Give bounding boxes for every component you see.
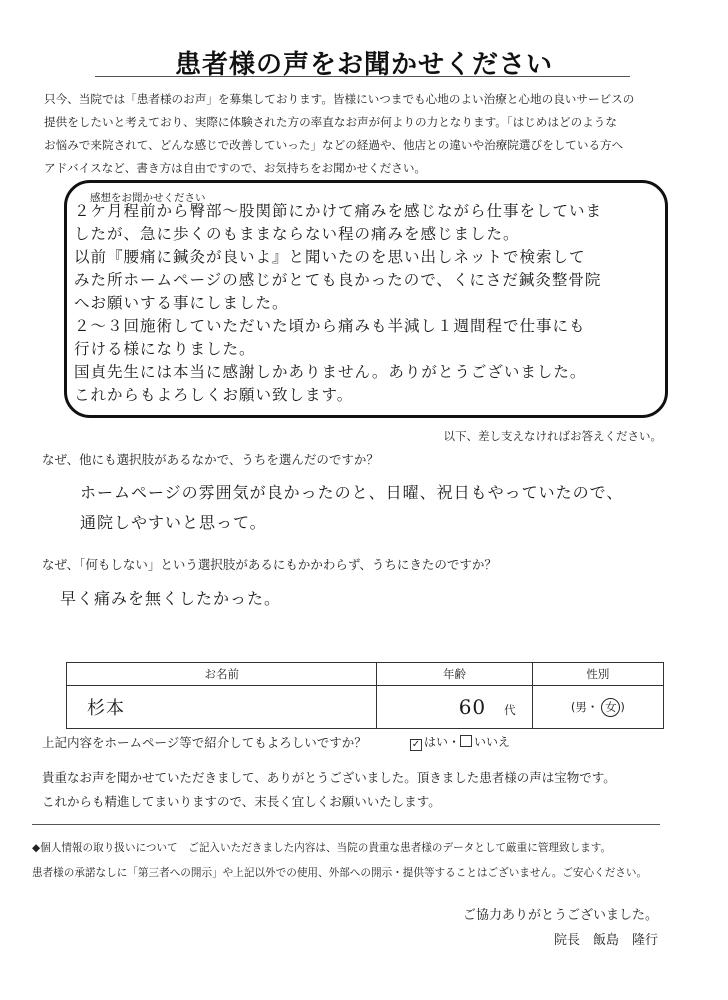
- intro-text: [44, 88, 684, 180]
- handwritten-line: ホームページの雰囲気が良かったのと、日曜、祝日もやっていたので、: [80, 483, 624, 502]
- intro-line: お悩みで来院されて、どんな感じで改善していった」などの経過や、他店との違いや治療院選びをしている方へ: [44, 138, 624, 152]
- closing: [463, 903, 658, 953]
- closing-thanks: ご協力ありがとうございました。: [462, 908, 658, 923]
- gender-cell: [532, 686, 663, 729]
- intro-line: 提供をしたいと考えており、実際に体験された方の率直なお声が何よりの力となります。「はじめはどのような: [44, 115, 617, 129]
- age-cell: [377, 686, 532, 729]
- title-divider: [95, 76, 630, 77]
- section-divider: [32, 824, 660, 825]
- consent-question: 上記内容をホームページ等で紹介してもよろしいですか？: [42, 735, 367, 750]
- intro-line: 只今、当院では「患者様のお声」を募集しております。皆様にいつまでも心地のよい治療と心地の良いサービスの: [44, 92, 635, 106]
- intro-line: アドバイスなど、書き方は自由ですので、お気持ちをお聞かせください。: [44, 161, 427, 175]
- consent-no-label: いいえ: [474, 735, 511, 749]
- consent-no-checkbox: [460, 735, 472, 747]
- answer-1: [80, 478, 623, 538]
- consent-separator: ・: [448, 735, 461, 749]
- gender-selected-circle: 女: [601, 698, 620, 717]
- answer-2: 早く痛みを無くしたかった。: [60, 589, 282, 608]
- consent-yes-label: はい: [424, 735, 449, 749]
- handwritten-line: 国貞先生には本当に感謝しかありません。ありがとうございました。: [74, 363, 587, 381]
- name-cell: [67, 686, 377, 729]
- handwritten-line: 行ける様になりました。: [74, 340, 256, 358]
- thanks-line: これからも精進してまいりますので、末長く宜しくお願いいたします。: [42, 794, 441, 809]
- name-value: 杉本: [87, 698, 125, 719]
- page-title: 患者様の声をお聞かせください: [174, 50, 553, 80]
- age-suffix: 代: [504, 703, 516, 717]
- handwritten-line: これからもよろしくお願い致します。: [74, 386, 354, 404]
- header-gender: 性別: [532, 663, 663, 686]
- consent-options: [410, 733, 510, 751]
- handwritten-line: 通院しやすいと思って。: [80, 513, 267, 532]
- handwritten-line: みた所ホームページの感じがとても良かったので、くにさだ鍼灸整骨院: [74, 271, 602, 289]
- handwritten-line: ２～３回施術していただいた頃から痛みも半減し１週間程で仕事にも: [74, 317, 586, 335]
- header-age: 年齢: [377, 663, 532, 686]
- age-value: 60: [458, 695, 487, 719]
- consent-yes-checkbox: ✓: [411, 739, 421, 750]
- handwritten-line: 以前『腰痛に鍼灸が良いよ』と聞いたのを思い出しネットで検索して: [74, 248, 586, 266]
- handwritten-line: へお願いする事にしました。: [74, 294, 289, 312]
- answer-note: 以下、差し支えなければお答えください。: [443, 429, 662, 443]
- patient-info-table: [66, 662, 664, 729]
- handwritten-line: ２ケ月程前から臀部～股関節にかけて痛みを感じながら仕事をしていま: [74, 202, 603, 220]
- header-name: お名前: [67, 663, 377, 686]
- question-1: なぜ、他にも選択肢があるなかで、うちを選んだのですか？: [42, 452, 379, 467]
- feedback-box-label: 感想をお聞かせください: [90, 192, 206, 204]
- privacy-line: ◆個人情報の取り扱いについて ご記入いただきました内容は、当院の貴重な患者様のデータとして厳重に管理致します。: [32, 842, 612, 854]
- feedback-handwriting: [74, 200, 654, 407]
- signature: 院長 飯島 隆行: [553, 933, 658, 948]
- gender-prefix: (男・: [570, 699, 599, 714]
- question-2: なぜ、「何もしない」という選択肢があるにもかかわらず、うちにきたのですか？: [42, 557, 497, 572]
- thanks-line: 貴重なお声を聞かせていただきまして、ありがとうございました。頂きました患者様の声は宝物です。: [42, 770, 616, 785]
- thanks-text: [42, 766, 616, 814]
- privacy-line: 患者様の承諾なしに「第三者への開示」や上記以外での使用、外部への開示・提供等することはございません。ご安心ください。: [32, 867, 648, 879]
- privacy-notice: [32, 836, 647, 886]
- gender-suffix: ): [620, 699, 625, 714]
- handwritten-line: したが、急に歩くのもままならない程の痛みを感じました。: [74, 225, 520, 243]
